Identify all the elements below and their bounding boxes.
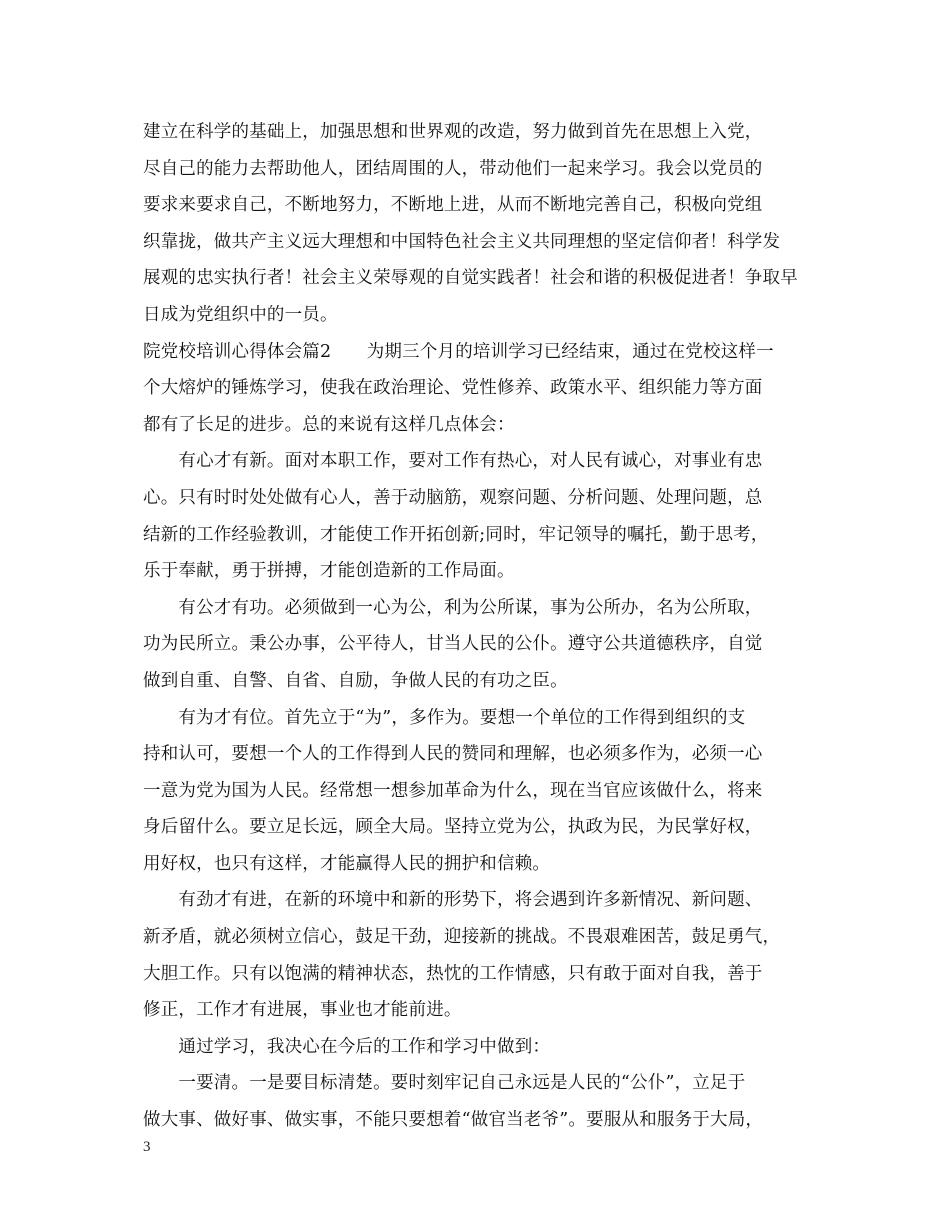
text-line: 展观的忠实执行者！社会主义荣辱观的自觉实践者！社会和谐的积极促进者！争取早 (143, 268, 798, 289)
text-line: 建立在科学的基础上，加强思想和世界观的改造，努力做到首先在思想上入党， (143, 122, 763, 142)
text-line: 身后留什么。要立足长远，顾全大局。坚持立党为公，执政为民，为民掌好权， (143, 817, 763, 838)
text-line: 功为民所立。秉公办事，公平待人，甘当人民的公仆。遵守公共道德秩序，自觉 (143, 634, 763, 655)
body-text (143, 114, 813, 1139)
text-line: 心。只有时时处处做有心人，善于动脑筋，观察问题、分析问题、处理问题，总 (143, 487, 763, 508)
text-line: 结新的工作经验教训，才能使工作开拓创新;同时，牢记领导的嘱托，勤于思考， (143, 524, 769, 545)
page-number: 3 (143, 1139, 151, 1155)
text-line: 持和认可，要想一个人的工作得到人民的赞同和理解，也必须多作为，必须一心 (143, 744, 763, 765)
text-line: 一意为党为国为人民。经常想一想参加革命为什么，现在当官应该做什么，将来 (143, 780, 763, 801)
text-line: 有心才有新。面对本职工作，要对工作有热心，对人民有诚心，对事业有忠 (143, 451, 763, 472)
text-line: 个大熔炉的锤炼学习，使我在政治理论、党性修养、政策水平、组织能力等方面 (143, 378, 763, 399)
text-line: 都有了长足的进步。总的来说有这样几点体会： (143, 414, 515, 435)
text-line: 一要清。一是要目标清楚。要时刻牢记自己永远是人民的“公仆”，立足于 (143, 1073, 746, 1094)
text-line: 新矛盾，就必须树立信心，鼓足干劲，迎接新的挑战。不畏艰难困苦，鼓足勇气， (143, 927, 781, 948)
text-line: 大胆工作。只有以饱满的精神状态，热忱的工作情感，只有敢于面对自我，善于 (143, 963, 763, 984)
text-line: 做到自重、自警、自省、自励，争做人民的有功之臣。 (143, 670, 568, 691)
text-line: 有公才有功。必须做到一心为公，利为公所谋，事为公所办，名为公所取， (143, 597, 763, 618)
text-line: 做大事、做好事、做实事，不能只要想着“做官当老爷”。要服从和服务于大局， (143, 1110, 764, 1131)
text-line: 修正，工作才有进展，事业也才能前进。 (143, 1000, 462, 1021)
text-line: 通过学习，我决心在今后的工作和学习中做到： (143, 1036, 551, 1057)
text-line: 用好权，也只有这样，才能赢得人民的拥护和信赖。 (143, 853, 551, 874)
text-line: 有劲才有进，在新的环境中和新的形势下，将会遇到许多新情况、新问题、 (143, 890, 763, 911)
text-line: 要求来要求自己，不断地努力，不断地上进，从而不断地完善自己，积极向党组 (143, 195, 763, 216)
section-heading-line: 院党校培训心得体会篇2 为期三个月的培训学习已经结束，通过在党校这样一 (143, 341, 774, 362)
text-line: 有为才有位。首先立于“为”，多作为。要想一个单位的工作得到组织的支 (143, 707, 746, 728)
text-line: 日成为党组织中的一员。 (143, 304, 338, 325)
text-line: 织靠拢，做共产主义远大理想和中国特色社会主义共同理想的坚定信仰者！科学发 (143, 231, 781, 252)
text-line: 尽自己的能力去帮助他人，团结周围的人，带动他们一起来学习。我会以党员的 (143, 158, 763, 179)
text-line: 乐于奉献，勇于拼搏，才能创造新的工作局面。 (143, 561, 515, 582)
